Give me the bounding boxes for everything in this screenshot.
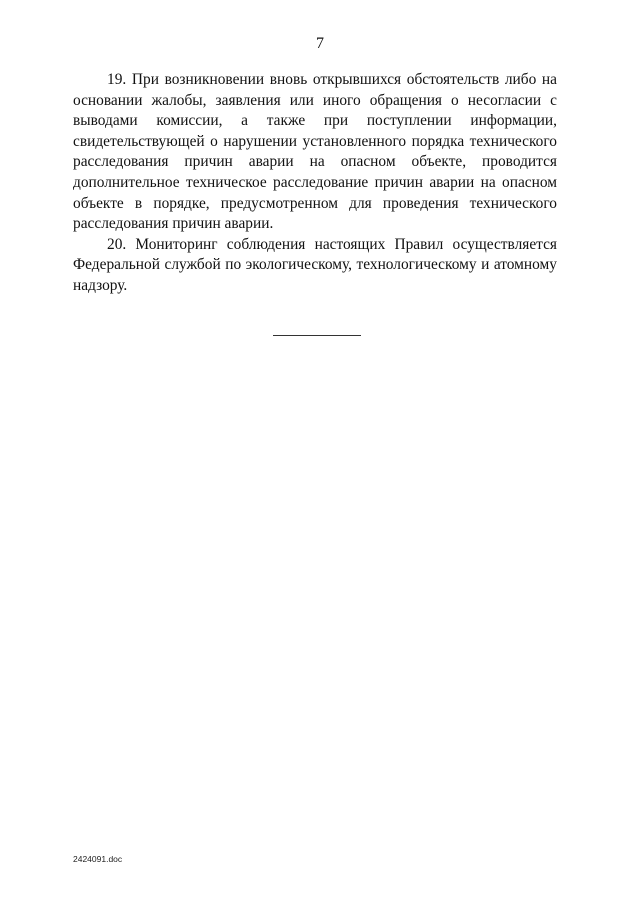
page-number: 7 [316,35,324,52]
end-divider [273,335,361,336]
paragraph-20: 20. Мониторинг соблюдения настоящих Правил осуществляется Федеральной службой по экологическому, технологическому и атомному надзору. [73,235,557,294]
paragraph-19: 19. При возникновении вновь открывшихся обстоятельств либо на основании жалобы, заявления или иного обращения о несогласии с выводами комиссии, а также при поступлении информации, свидетельствующей о нарушении установленного порядка технического расследования причин аварии на опасном объекте, проводится дополнительное техническое расследование причин аварии на опасном объекте в порядке, предусмотренном для проведения технического расследования причин аварии. [73,71,557,233]
footer-filename: 2424091.doc [73,854,123,864]
document-body [73,70,557,297]
